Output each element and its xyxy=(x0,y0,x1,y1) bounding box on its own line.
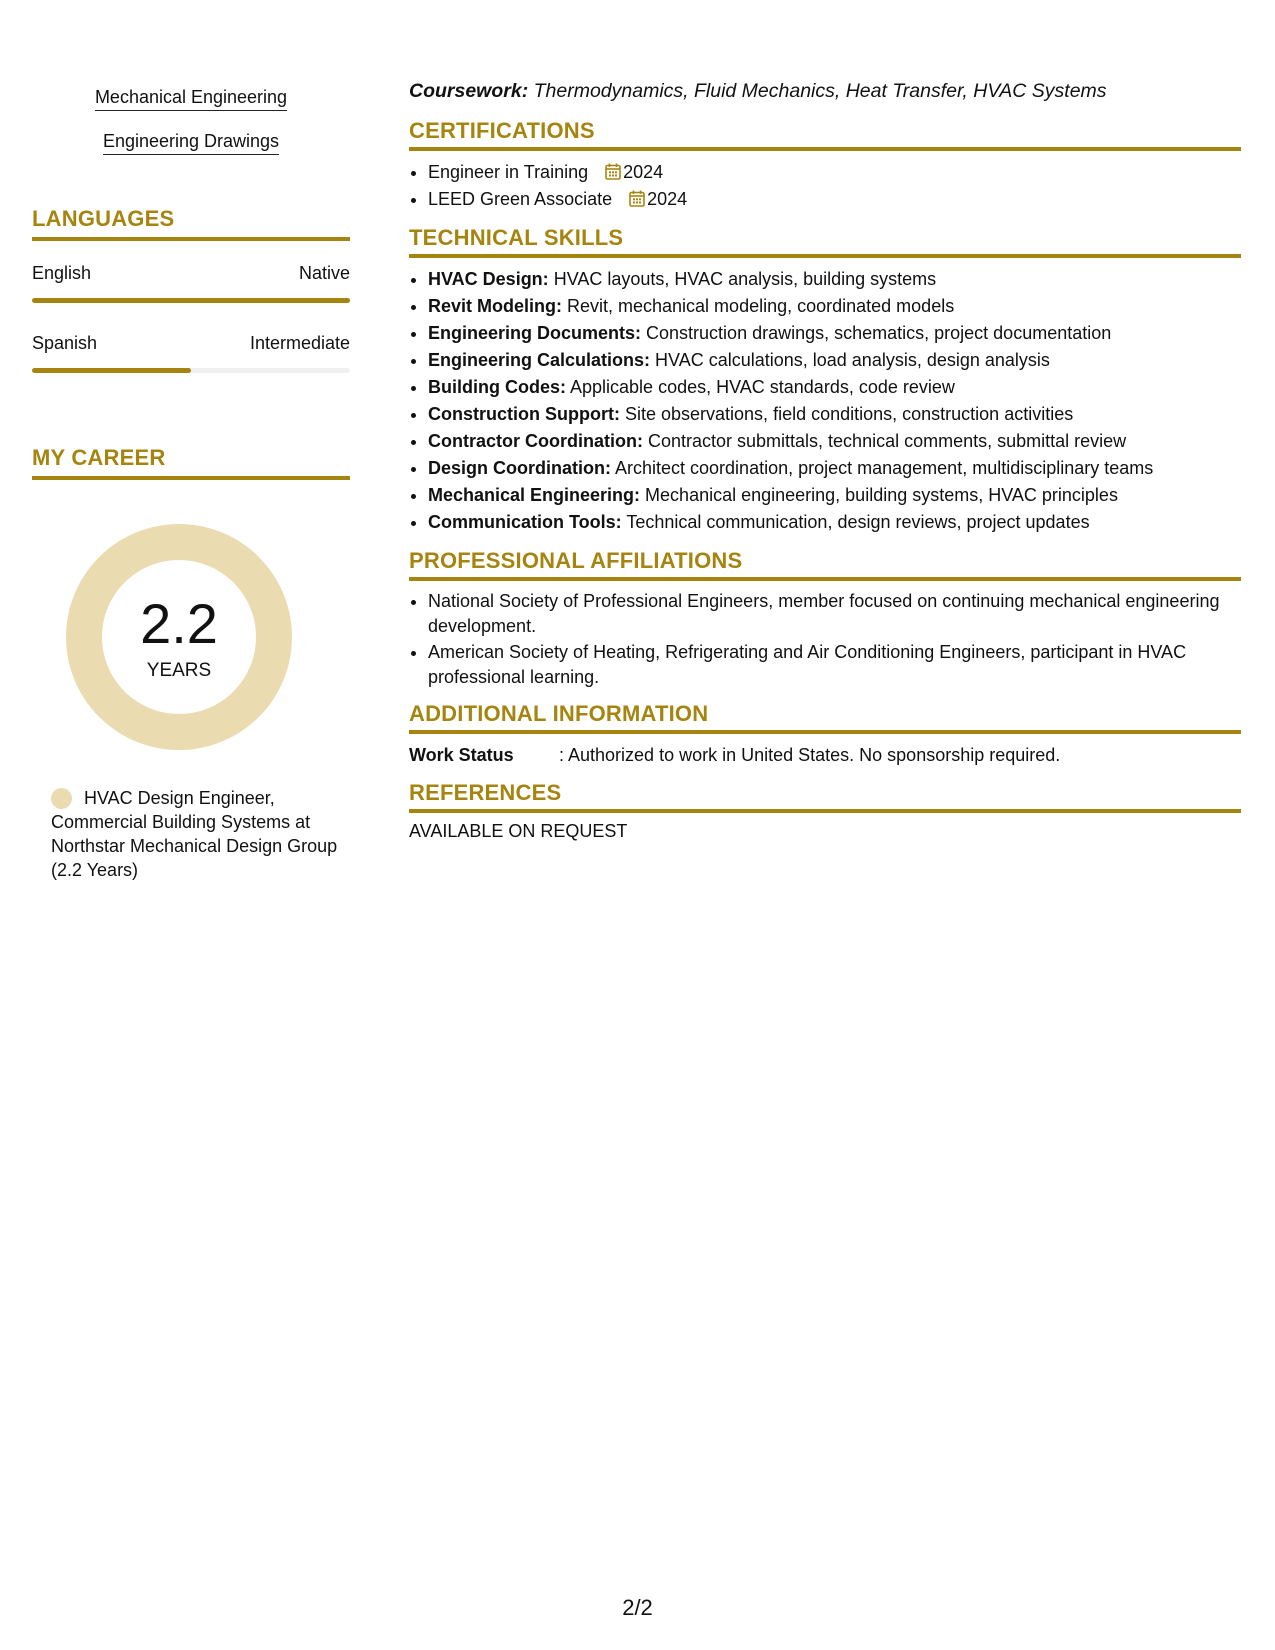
left-column xyxy=(32,86,350,882)
skill-text: HVAC calculations, load analysis, design analysis xyxy=(650,350,1050,370)
skill-text: Revit, mechanical modeling, coordinated models xyxy=(562,296,955,316)
coursework-text: Thermodynamics, Fluid Mechanics, Heat Transfer, HVAC Systems xyxy=(528,80,1107,102)
skill-item xyxy=(428,482,1241,509)
skill-tag: Engineering Drawings xyxy=(103,130,279,155)
language-name: Spanish xyxy=(32,333,98,353)
certification-name: Engineer in Training xyxy=(428,162,589,182)
references-text: AVAILABLE ON REQUEST xyxy=(409,821,628,841)
skill-item xyxy=(428,509,1241,536)
skill-label: Contractor Coordination: xyxy=(428,431,643,451)
skill-label: Communication Tools: xyxy=(428,512,622,532)
skill-label: Revit Modeling: xyxy=(428,296,562,316)
skill-label: Building Codes: xyxy=(428,377,566,397)
skill-text: Architect coordination, project management, multidisciplinary teams xyxy=(611,458,1154,478)
language-proficiency-fill xyxy=(32,298,350,303)
skill-item xyxy=(428,401,1241,428)
technical-skills-list xyxy=(409,266,1241,536)
affiliation-item: • American Society of Heating, Refrigerating and Air Conditioning Engineers, participant in HVAC professional learning. xyxy=(428,640,1241,689)
language-level: Native xyxy=(298,263,350,283)
career-heading: MY CAREER xyxy=(32,445,350,480)
certification-year: 2024 xyxy=(647,189,688,209)
skill-text: Construction drawings, schematics, project documentation xyxy=(641,323,1112,343)
work-status-row xyxy=(409,742,1241,768)
language-level: Intermediate xyxy=(249,333,350,353)
language-proficiency-bar xyxy=(32,368,350,373)
coursework-label: Coursework: xyxy=(409,80,529,102)
references-heading: REFERENCES xyxy=(409,780,1241,813)
language-item xyxy=(32,333,350,373)
skill-label: Construction Support: xyxy=(428,404,620,424)
skill-text: Mechanical engineering, building systems, HVAC principles xyxy=(640,485,1118,505)
skill-label: Design Coordination: xyxy=(428,458,611,478)
skill-text: Technical communication, design reviews, project updates xyxy=(621,512,1090,532)
work-status-value: : Authorized to work in United States. No sponsorship required. xyxy=(559,745,1061,765)
language-name: English xyxy=(32,263,92,283)
skill-tag: Mechanical Engineering xyxy=(95,86,287,111)
coursework xyxy=(409,78,1241,104)
skill-item xyxy=(428,374,1241,401)
technical-skills-heading: TECHNICAL SKILLS xyxy=(409,225,1241,258)
skill-item xyxy=(428,293,1241,320)
additional-info-heading: ADDITIONAL INFORMATION xyxy=(409,701,1241,734)
affiliations-heading: PROFESSIONAL AFFILIATIONS xyxy=(409,548,1241,581)
certification-year: 2024 xyxy=(623,162,664,182)
certifications-list xyxy=(409,159,1241,213)
skill-tags xyxy=(32,86,350,174)
skill-text: HVAC layouts, HVAC analysis, building systems xyxy=(548,269,937,289)
skill-label: Engineering Calculations: xyxy=(428,350,651,370)
skill-text: Contractor submittals, technical comments, submittal review xyxy=(642,431,1127,451)
certification-item xyxy=(428,159,1241,186)
skill-item xyxy=(428,266,1241,293)
career-years-value: 2.2 xyxy=(140,592,218,655)
language-proficiency-bar xyxy=(32,298,350,303)
skill-item xyxy=(428,455,1241,482)
page-number: 2/2 xyxy=(622,1595,653,1620)
languages-heading: LANGUAGES xyxy=(32,206,350,241)
affiliation-item: • National Society of Professional Engineers, member focused on continuing mechanical engineering development. xyxy=(428,589,1241,638)
work-status-label: Work Status xyxy=(409,745,514,765)
skill-text: Applicable codes, HVAC standards, code review xyxy=(566,377,955,397)
skill-label: Engineering Documents: xyxy=(428,323,642,343)
calendar-icon xyxy=(605,163,621,180)
skill-label: HVAC Design: xyxy=(428,269,549,289)
skill-item xyxy=(428,320,1241,347)
language-item xyxy=(32,263,350,303)
career-dot-icon xyxy=(51,788,72,809)
skill-item xyxy=(428,347,1241,374)
skill-item xyxy=(428,428,1241,455)
language-proficiency-fill xyxy=(32,368,191,373)
certifications-heading: CERTIFICATIONS xyxy=(409,118,1241,151)
skill-label: Mechanical Engineering: xyxy=(428,485,641,505)
skill-text: Site observations, field conditions, construction activities xyxy=(619,404,1074,424)
calendar-icon xyxy=(629,190,645,207)
certification-name: LEED Green Associate xyxy=(428,189,613,209)
certification-item xyxy=(428,186,1241,213)
career-years-unit: YEARS xyxy=(146,660,212,681)
career-years-donut xyxy=(66,524,292,750)
affiliations-list xyxy=(409,589,1241,689)
career-entry-text: HVAC Design Engineer, Commercial Building Systems at Northstar Mechanical Design Group (2.2 Years) xyxy=(51,788,338,880)
career-entry xyxy=(51,786,341,882)
right-column xyxy=(409,78,1241,842)
